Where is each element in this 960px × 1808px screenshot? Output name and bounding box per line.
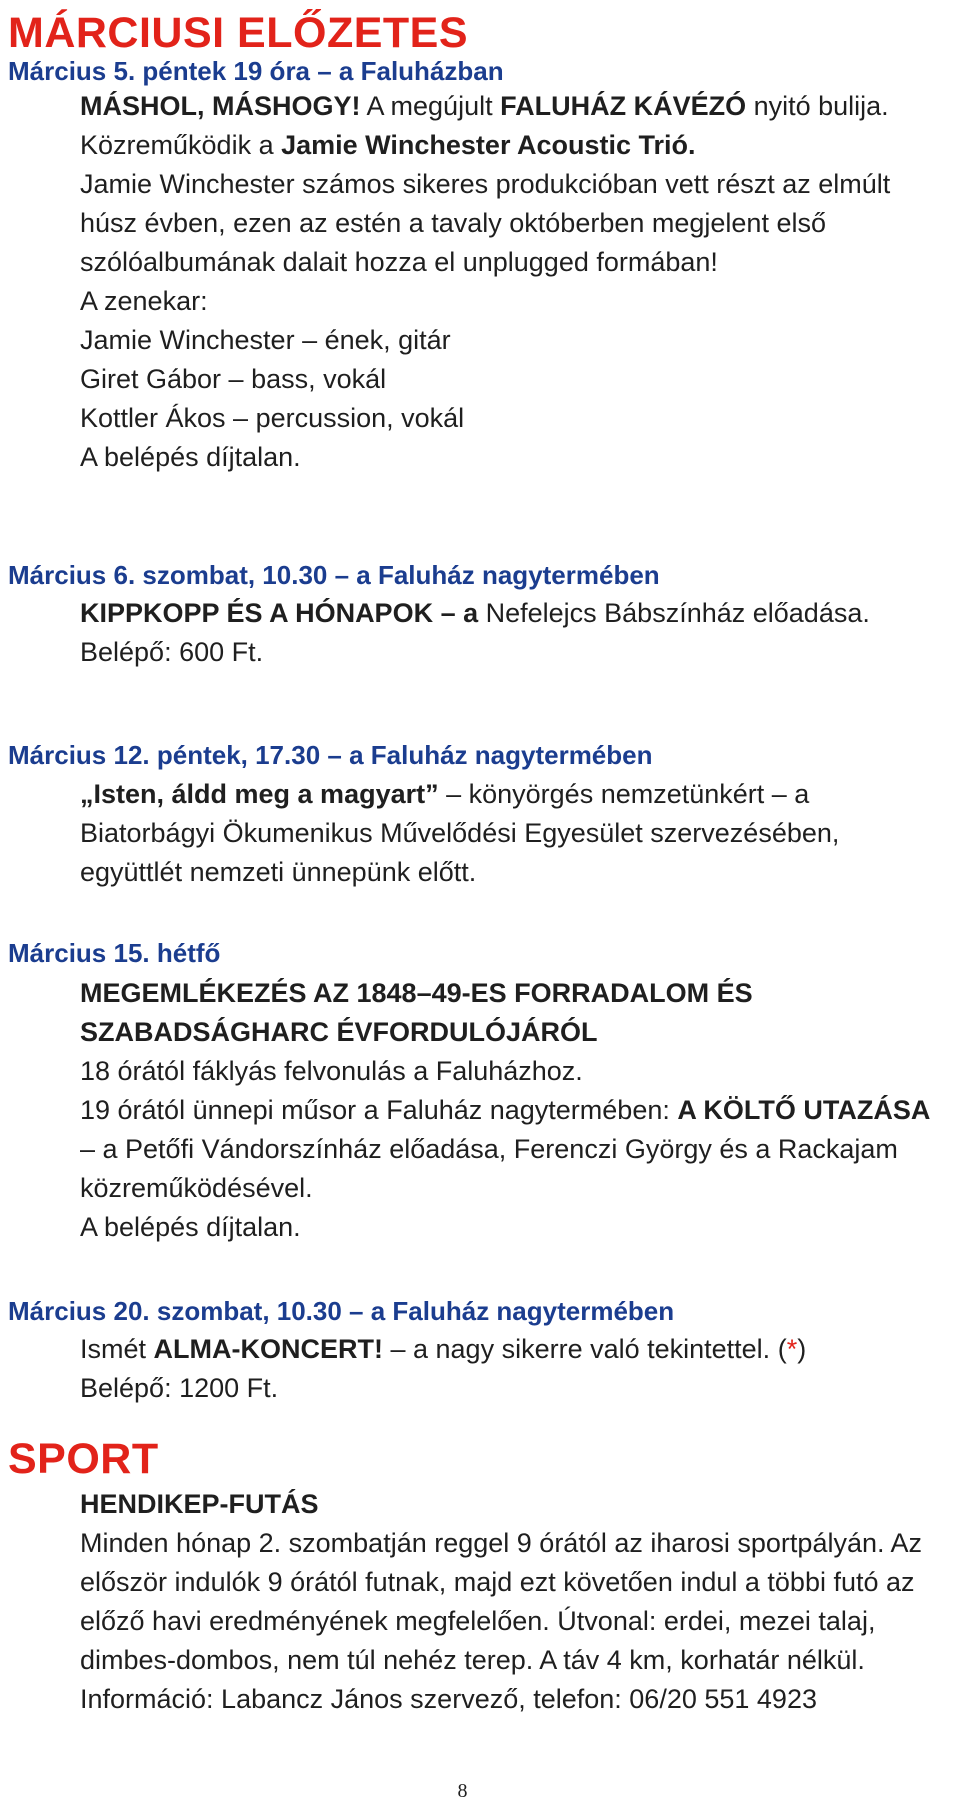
page-number: 8: [457, 1780, 468, 1802]
event-date: Március 5. péntek 19 óra – a Faluházban: [8, 56, 504, 86]
event-entry: Belépő: 600 Ft.: [80, 637, 264, 667]
event-body: [80, 974, 940, 1247]
event-entry: A belépés díjtalan.: [80, 442, 301, 472]
band-member: Kottler Ákos – percussion, vokál: [80, 403, 465, 433]
sport-body: [80, 1485, 940, 1719]
event-line: 19 órától ünnepi műsor a Faluház nagytermében: A KÖLTŐ UTAZÁSA – a Petőfi Vándorszínház előadása, Ferenczi György és a Rackajam közreműködésével.: [80, 1095, 931, 1203]
event-featuring: Közreműködik a Jamie Winchester Acoustic Trió.: [80, 130, 696, 160]
event-body: [80, 594, 940, 672]
event-body: [80, 775, 940, 892]
page-title: MÁRCIUSI ELŐZETES: [8, 9, 469, 57]
event-description: Jamie Winchester számos sikeres produkcióban vett részt az elmúlt húsz évben, ezen az estén a tavaly októberben megjelent első szólóalbumának dalait hozza el unplugged formában!: [80, 169, 891, 277]
event-line: 18 órától fáklyás felvonulás a Faluházhoz.: [80, 1056, 583, 1086]
event-title: „Isten, áldd meg a magyart” – könyörgés nemzetünkért – a Biatorbágyi Ökumenikus Művelődési Egyesület szervezésében, együttlét nemzeti ünnepünk előtt.: [80, 779, 840, 887]
event-title: KIPPKOPP ÉS A HÓNAPOK – a Nefelejcs Bábszínház előadása.: [80, 598, 870, 628]
sport-title: SPORT: [8, 1435, 159, 1483]
sport-event-title: HENDIKEP-FUTÁS: [80, 1489, 319, 1519]
event-title: MEGEMLÉKEZÉS AZ 1848–49-ES FORRADALOM ÉS SZABADSÁGHARC ÉVFORDULÓJÁRÓL: [80, 978, 753, 1047]
band-member: Jamie Winchester – ének, gitár: [80, 325, 451, 355]
event-date: Március 15. hétfő: [8, 938, 221, 968]
event-title: MÁSHOL, MÁSHOGY! A megújult FALUHÁZ KÁVÉZÓ nyitó bulija.: [80, 91, 889, 121]
event-entry: A belépés díjtalan.: [80, 1212, 301, 1242]
band-member: Giret Gábor – bass, vokál: [80, 364, 387, 394]
event-date: Március 20. szombat, 10.30 – a Faluház nagytermében: [8, 1296, 675, 1326]
event-title: Ismét ALMA-KONCERT! – a nagy sikerre való tekintettel. (*): [80, 1334, 807, 1364]
asterisk-icon: *: [786, 1334, 798, 1364]
event-entry: Belépő: 1200 Ft.: [80, 1373, 279, 1403]
sport-description: Minden hónap 2. szombatján reggel 9 órától az iharosi sportpályán. Az először indulók 9 órától futnak, majd ezt követően indul a többi futó az előző havi eredményének megfelelően. Útvonal: erdei, mezei talaj, dimbes-dombos, nem túl nehéz terep. A táv 4 km, korhatár nélkül.: [80, 1528, 923, 1675]
sport-info: Információ: Labancz János szervező, telefon: 06/20 551 4923: [80, 1684, 817, 1714]
event-body: [80, 1330, 940, 1408]
band-label: A zenekar:: [80, 286, 208, 316]
event-body: [80, 87, 940, 477]
event-date: Március 12. péntek, 17.30 – a Faluház nagytermében: [8, 740, 653, 770]
event-date: Március 6. szombat, 10.30 – a Faluház nagytermében: [8, 560, 660, 590]
